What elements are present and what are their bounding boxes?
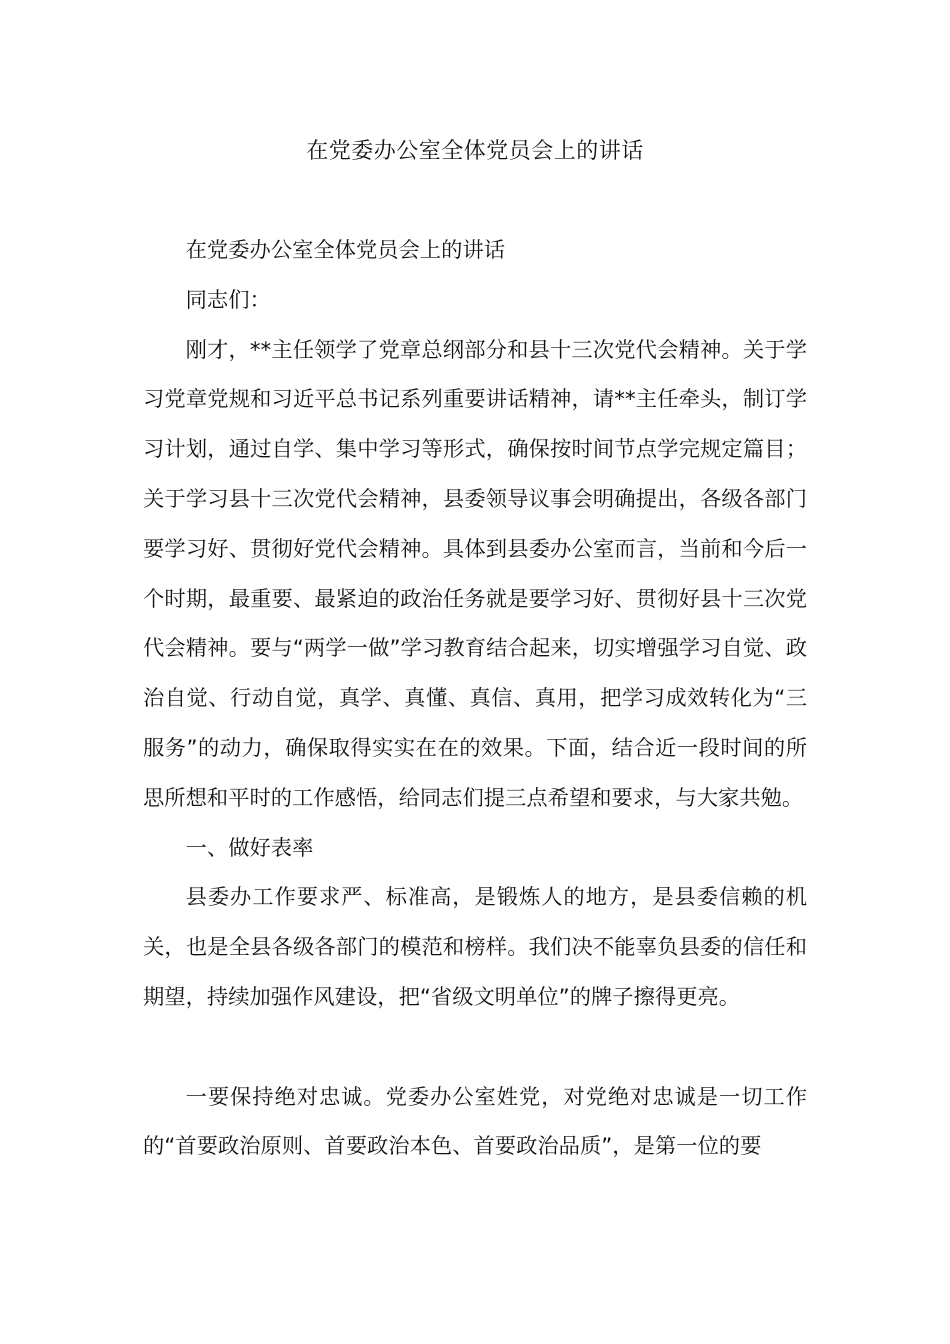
section-heading-1: 一、做好表率 <box>185 835 314 861</box>
paragraph-heading-repeat: 在党委办公室全体党员会上的讲话 <box>185 238 506 263</box>
paragraph-salutation: 同志们： <box>185 287 271 313</box>
document-body <box>143 226 807 1172</box>
paragraph-intro: 刚才，**主任领学了党章总纲部分和县十三次党代会精神。关于学习党章党规和习近平总书记系列重要讲话精神，请**主任牵头，制订学习计划，通过自学、集中学习等形式，确保按时间节点学完规定篇目；关于学习县十三次党代会精神，县委领导议事会明确提出，各级各部门要学习好、贯彻好党代会精神。具体到县委办公室而言，当前和今后一个时期，最重要、最紧迫的政治任务就是要学习好、贯彻好县十三次党代会精神。要与“两学一做”学习教育结合起来，切实增强学习自觉、政治自觉、行动自觉，真学、真懂、真信、真用，把学习成效转化为“三服务”的动力，确保取得实实在在的效果。下面，结合近一段时间的所思所想和平时的工作感悟，给同志们提三点希望和要求，与大家共勉。 <box>143 337 807 811</box>
paragraph-section-1: 县委办工作要求严、标准高，是锻炼人的地方，是县委信赖的机关，也是全县各级各部门的模范和榜样。我们决不能辜负县委的信任和期望，持续加强作风建设，把“省级文明单位”的牌子擦得更亮。 <box>143 885 807 1010</box>
paragraph-loyalty: 一要保持绝对忠诚。党委办公室姓党，对党绝对忠诚是一切工作的“首要政治原则、首要政治本色、首要政治品质”，是第一位的要 <box>143 1084 807 1160</box>
document-title: 在党委办公室全体党员会上的讲话 <box>306 139 644 164</box>
